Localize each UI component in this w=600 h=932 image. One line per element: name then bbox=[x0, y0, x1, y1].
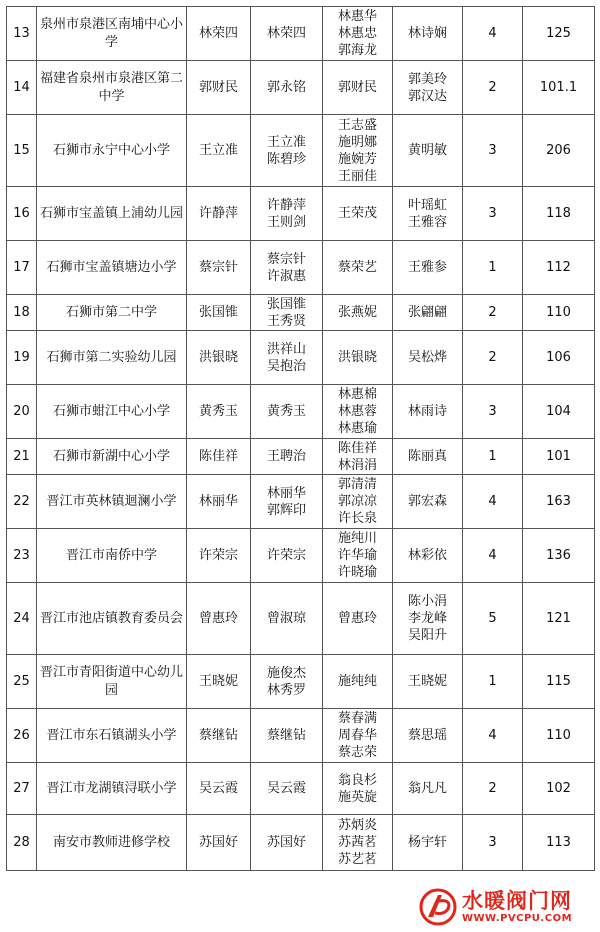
cell-col7: 2 bbox=[463, 295, 523, 331]
name-line: 施纯川 bbox=[337, 531, 377, 546]
cell-col8: 125 bbox=[523, 7, 595, 61]
cell-col3 bbox=[187, 655, 251, 709]
name-line: 郭财民 bbox=[198, 80, 238, 95]
table-row bbox=[7, 763, 595, 815]
table-row bbox=[7, 295, 595, 331]
name-line: 施俊杰 bbox=[266, 665, 306, 681]
cell-col6 bbox=[393, 583, 463, 655]
name-line: 陈碧珍 bbox=[266, 151, 306, 167]
name-line: 林丽华 bbox=[198, 494, 238, 509]
name-line: 林惠华 bbox=[337, 9, 377, 24]
table-row bbox=[7, 241, 595, 295]
cell-col7: 1 bbox=[463, 655, 523, 709]
cell-number: 20 bbox=[7, 385, 37, 439]
cell-col3 bbox=[187, 115, 251, 187]
cell-number: 23 bbox=[7, 529, 37, 583]
cell-col4 bbox=[251, 529, 323, 583]
cell-col4 bbox=[251, 295, 323, 331]
name-line: 苏国好 bbox=[266, 835, 306, 850]
cell-col5 bbox=[323, 583, 393, 655]
cell-col3 bbox=[187, 709, 251, 763]
cell-col5 bbox=[323, 61, 393, 115]
cell-col4 bbox=[251, 331, 323, 385]
cell-col5 bbox=[323, 439, 393, 475]
cell-col8: 118 bbox=[523, 187, 595, 241]
table-row bbox=[7, 187, 595, 241]
cell-col4 bbox=[251, 187, 323, 241]
cell-number: 28 bbox=[7, 815, 37, 871]
cell-col7: 4 bbox=[463, 475, 523, 529]
cell-col6 bbox=[393, 475, 463, 529]
name-line: 洪银晓 bbox=[198, 350, 238, 365]
name-line: 周春华 bbox=[337, 728, 377, 743]
cell-col4 bbox=[251, 655, 323, 709]
cell-col6 bbox=[393, 709, 463, 763]
name-line: 陈佳祥 bbox=[198, 449, 238, 464]
cell-number: 22 bbox=[7, 475, 37, 529]
name-line: 施纯纯 bbox=[337, 674, 377, 689]
cell-school: 石狮市第二实验幼儿园 bbox=[37, 331, 187, 385]
cell-col3 bbox=[187, 241, 251, 295]
cell-col3 bbox=[187, 529, 251, 583]
site-watermark bbox=[418, 886, 596, 928]
name-line: 林惠棉 bbox=[337, 387, 377, 402]
cell-col7: 3 bbox=[463, 815, 523, 871]
name-line: 郭汉达 bbox=[407, 88, 447, 104]
cell-col5 bbox=[323, 709, 393, 763]
cell-number: 13 bbox=[7, 7, 37, 61]
table-row bbox=[7, 7, 595, 61]
cell-col8: 163 bbox=[523, 475, 595, 529]
table-row bbox=[7, 61, 595, 115]
cell-school: 晋江市龙湖镇浔联小学 bbox=[37, 763, 187, 815]
cell-col7: 2 bbox=[463, 763, 523, 815]
cell-col6 bbox=[393, 763, 463, 815]
cell-col5 bbox=[323, 815, 393, 871]
name-line: 许长泉 bbox=[337, 511, 377, 526]
cell-number: 17 bbox=[7, 241, 37, 295]
cell-col8: 112 bbox=[523, 241, 595, 295]
name-line: 曾淑琼 bbox=[266, 611, 306, 626]
table-row bbox=[7, 439, 595, 475]
name-line: 蔡思瑶 bbox=[407, 728, 447, 743]
cell-col6 bbox=[393, 529, 463, 583]
name-line: 王立准 bbox=[266, 134, 306, 150]
cell-col5 bbox=[323, 385, 393, 439]
cell-col3 bbox=[187, 61, 251, 115]
name-line: 洪祥山 bbox=[266, 341, 306, 357]
name-line: 黄明敏 bbox=[407, 143, 447, 158]
name-line: 林荣四 bbox=[266, 26, 306, 41]
name-line: 王雅参 bbox=[407, 260, 447, 275]
name-line: 王立准 bbox=[198, 143, 238, 158]
table-row bbox=[7, 709, 595, 763]
name-line: 李龙峰 bbox=[407, 611, 447, 626]
name-line: 苏国好 bbox=[198, 835, 238, 850]
cell-col8: 113 bbox=[523, 815, 595, 871]
watermark-url: WWW.PVCPU.COM bbox=[462, 913, 573, 924]
cell-col4 bbox=[251, 815, 323, 871]
name-line: 许荣宗 bbox=[198, 548, 238, 563]
name-line: 张国锥 bbox=[266, 296, 306, 312]
cell-col4 bbox=[251, 385, 323, 439]
cell-col3 bbox=[187, 7, 251, 61]
name-line: 蔡继钻 bbox=[266, 728, 306, 743]
table-row bbox=[7, 655, 595, 709]
name-line: 王雅容 bbox=[407, 214, 447, 230]
cell-col5 bbox=[323, 475, 393, 529]
cell-col6 bbox=[393, 385, 463, 439]
cell-col8: 110 bbox=[523, 709, 595, 763]
name-line: 吴云霞 bbox=[198, 781, 238, 796]
cell-col4 bbox=[251, 475, 323, 529]
name-line: 蔡继钻 bbox=[198, 728, 238, 743]
cell-col5 bbox=[323, 7, 393, 61]
cell-number: 26 bbox=[7, 709, 37, 763]
name-line: 张燕妮 bbox=[337, 305, 377, 320]
name-line: 黄秀玉 bbox=[266, 404, 306, 419]
cell-number: 15 bbox=[7, 115, 37, 187]
cell-number: 16 bbox=[7, 187, 37, 241]
cell-col8: 136 bbox=[523, 529, 595, 583]
cell-col8: 110 bbox=[523, 295, 595, 331]
cell-school: 石狮市新湖中心小学 bbox=[37, 439, 187, 475]
cell-school: 晋江市东石镇湖头小学 bbox=[37, 709, 187, 763]
name-line: 林惠瑜 bbox=[337, 421, 377, 436]
cell-col5 bbox=[323, 241, 393, 295]
name-line: 郭永铭 bbox=[266, 80, 306, 95]
name-line: 林彩依 bbox=[407, 548, 447, 563]
name-line: 翁凡凡 bbox=[407, 781, 447, 796]
name-line: 许静萍 bbox=[266, 197, 306, 213]
watermark-title: 水暖阀门网 bbox=[462, 889, 572, 913]
cell-col5 bbox=[323, 529, 393, 583]
cell-number: 21 bbox=[7, 439, 37, 475]
cell-col6 bbox=[393, 61, 463, 115]
name-line: 吴抱治 bbox=[266, 358, 306, 374]
cell-col6 bbox=[393, 7, 463, 61]
cell-school: 石狮市蚶江中心小学 bbox=[37, 385, 187, 439]
name-line: 翁良杉 bbox=[337, 772, 377, 788]
table-row bbox=[7, 115, 595, 187]
cell-col4 bbox=[251, 709, 323, 763]
cell-school: 晋江市青阳街道中心幼儿园 bbox=[37, 655, 187, 709]
name-line: 施明娜 bbox=[337, 134, 377, 150]
name-line: 王秀贤 bbox=[266, 313, 306, 329]
cell-col7: 5 bbox=[463, 583, 523, 655]
cell-col7: 1 bbox=[463, 241, 523, 295]
cell-school: 石狮市永宁中心小学 bbox=[37, 115, 187, 187]
cell-number: 14 bbox=[7, 61, 37, 115]
name-line: 郭清清 bbox=[337, 477, 377, 492]
name-line: 吴阳升 bbox=[407, 628, 447, 643]
name-line: 杨宇轩 bbox=[407, 835, 447, 850]
cell-school: 石狮市宝盖镇上浦幼儿园 bbox=[37, 187, 187, 241]
name-line: 许晓瑜 bbox=[337, 565, 377, 580]
cell-col5 bbox=[323, 331, 393, 385]
cell-col7: 3 bbox=[463, 187, 523, 241]
cell-col3 bbox=[187, 385, 251, 439]
name-line: 王荣茂 bbox=[337, 206, 377, 221]
awards-table bbox=[6, 6, 595, 871]
name-line: 王志盛 bbox=[337, 117, 377, 133]
name-line: 苏艺茗 bbox=[337, 852, 377, 867]
table-row bbox=[7, 475, 595, 529]
name-line: 许静萍 bbox=[198, 206, 238, 221]
cell-school: 石狮市第二中学 bbox=[37, 295, 187, 331]
cell-col4 bbox=[251, 7, 323, 61]
cell-col6 bbox=[393, 241, 463, 295]
watermark-logo-icon bbox=[418, 887, 458, 927]
cell-col7: 2 bbox=[463, 61, 523, 115]
name-line: 苏茜茗 bbox=[337, 835, 377, 850]
cell-col8: 104 bbox=[523, 385, 595, 439]
cell-col4 bbox=[251, 241, 323, 295]
name-line: 许荣宗 bbox=[266, 548, 306, 563]
cell-col6 bbox=[393, 439, 463, 475]
name-line: 许淑惠 bbox=[266, 268, 306, 284]
cell-col5 bbox=[323, 763, 393, 815]
cell-school: 晋江市英林镇迴澜小学 bbox=[37, 475, 187, 529]
name-line: 蔡春满 bbox=[337, 711, 377, 726]
cell-col8: 106 bbox=[523, 331, 595, 385]
cell-col6 bbox=[393, 115, 463, 187]
name-line: 王晓妮 bbox=[407, 674, 447, 689]
table-row bbox=[7, 529, 595, 583]
cell-school: 石狮市宝盖镇塘边小学 bbox=[37, 241, 187, 295]
name-line: 陈丽真 bbox=[407, 449, 447, 464]
name-line: 林雨诗 bbox=[407, 404, 447, 419]
name-line: 林惠忠 bbox=[337, 26, 377, 41]
cell-col5 bbox=[323, 115, 393, 187]
table-row bbox=[7, 331, 595, 385]
cell-col6 bbox=[393, 655, 463, 709]
name-line: 陈佳祥 bbox=[337, 440, 377, 456]
name-line: 王丽佳 bbox=[337, 168, 377, 184]
cell-col3 bbox=[187, 583, 251, 655]
cell-col3 bbox=[187, 439, 251, 475]
name-line: 蔡志荣 bbox=[337, 745, 377, 760]
table-row bbox=[7, 385, 595, 439]
name-line: 施英旋 bbox=[337, 789, 377, 805]
name-line: 王聘治 bbox=[266, 449, 306, 464]
name-line: 吴松烨 bbox=[407, 350, 447, 365]
cell-school: 泉州市泉港区南埔中心小学 bbox=[37, 7, 187, 61]
cell-col3 bbox=[187, 295, 251, 331]
cell-col3 bbox=[187, 331, 251, 385]
name-line: 蔡宗针 bbox=[198, 260, 238, 275]
table-body bbox=[7, 7, 595, 871]
cell-school: 晋江市池店镇教育委员会 bbox=[37, 583, 187, 655]
cell-col6 bbox=[393, 295, 463, 331]
cell-col8: 121 bbox=[523, 583, 595, 655]
name-line: 林秀罗 bbox=[266, 682, 306, 698]
name-line: 郭财民 bbox=[337, 80, 377, 95]
name-line: 叶瑶虹 bbox=[407, 197, 447, 213]
cell-col7: 4 bbox=[463, 7, 523, 61]
cell-col3 bbox=[187, 815, 251, 871]
name-line: 洪银晓 bbox=[337, 350, 377, 365]
name-line: 张国锥 bbox=[198, 305, 238, 320]
cell-col5 bbox=[323, 655, 393, 709]
cell-number: 18 bbox=[7, 295, 37, 331]
name-line: 王则剑 bbox=[266, 214, 306, 230]
cell-col5 bbox=[323, 187, 393, 241]
cell-col8: 206 bbox=[523, 115, 595, 187]
name-line: 吴云霞 bbox=[266, 781, 306, 796]
cell-col5 bbox=[323, 295, 393, 331]
cell-school: 南安市教师进修学校 bbox=[37, 815, 187, 871]
name-line: 张翩翩 bbox=[407, 305, 447, 320]
cell-col8: 115 bbox=[523, 655, 595, 709]
name-line: 曾惠玲 bbox=[337, 611, 377, 626]
cell-col4 bbox=[251, 763, 323, 815]
cell-col8: 101.1 bbox=[523, 61, 595, 115]
cell-number: 27 bbox=[7, 763, 37, 815]
name-line: 郭凉凉 bbox=[337, 494, 377, 509]
cell-col8: 102 bbox=[523, 763, 595, 815]
cell-col3 bbox=[187, 187, 251, 241]
name-line: 郭美玲 bbox=[407, 71, 447, 87]
cell-school: 福建省泉州市泉港区第二中学 bbox=[37, 61, 187, 115]
name-line: 林荣四 bbox=[198, 26, 238, 41]
cell-col7: 3 bbox=[463, 385, 523, 439]
cell-col7: 2 bbox=[463, 331, 523, 385]
name-line: 蔡荣艺 bbox=[337, 260, 377, 275]
cell-col6 bbox=[393, 331, 463, 385]
cell-col8: 101 bbox=[523, 439, 595, 475]
table-row bbox=[7, 815, 595, 871]
name-line: 蔡宗针 bbox=[266, 251, 306, 267]
table-row bbox=[7, 583, 595, 655]
name-line: 黄秀玉 bbox=[198, 404, 238, 419]
cell-col7: 1 bbox=[463, 439, 523, 475]
cell-col4 bbox=[251, 61, 323, 115]
name-line: 许华瑜 bbox=[337, 548, 377, 563]
name-line: 郭辉印 bbox=[266, 502, 306, 518]
cell-number: 25 bbox=[7, 655, 37, 709]
name-line: 郭海龙 bbox=[337, 43, 377, 58]
cell-col7: 3 bbox=[463, 115, 523, 187]
cell-col3 bbox=[187, 763, 251, 815]
name-line: 施婉芳 bbox=[337, 151, 377, 167]
name-line: 林诗娴 bbox=[407, 26, 447, 41]
cell-col4 bbox=[251, 439, 323, 475]
cell-col3 bbox=[187, 475, 251, 529]
cell-school: 晋江市南侨中学 bbox=[37, 529, 187, 583]
cell-col4 bbox=[251, 115, 323, 187]
cell-col7: 4 bbox=[463, 529, 523, 583]
name-line: 王晓妮 bbox=[198, 674, 238, 689]
name-line: 苏炳炎 bbox=[337, 818, 377, 833]
name-line: 陈小涓 bbox=[407, 594, 447, 609]
name-line: 曾惠玲 bbox=[198, 611, 238, 626]
name-line: 郭宏森 bbox=[407, 494, 447, 509]
name-line: 林惠蓉 bbox=[337, 404, 377, 419]
name-line: 林涓涓 bbox=[337, 457, 377, 473]
cell-col6 bbox=[393, 815, 463, 871]
cell-col4 bbox=[251, 583, 323, 655]
name-line: 林丽华 bbox=[266, 485, 306, 501]
cell-number: 24 bbox=[7, 583, 37, 655]
cell-number: 19 bbox=[7, 331, 37, 385]
cell-col7: 4 bbox=[463, 709, 523, 763]
cell-col6 bbox=[393, 187, 463, 241]
